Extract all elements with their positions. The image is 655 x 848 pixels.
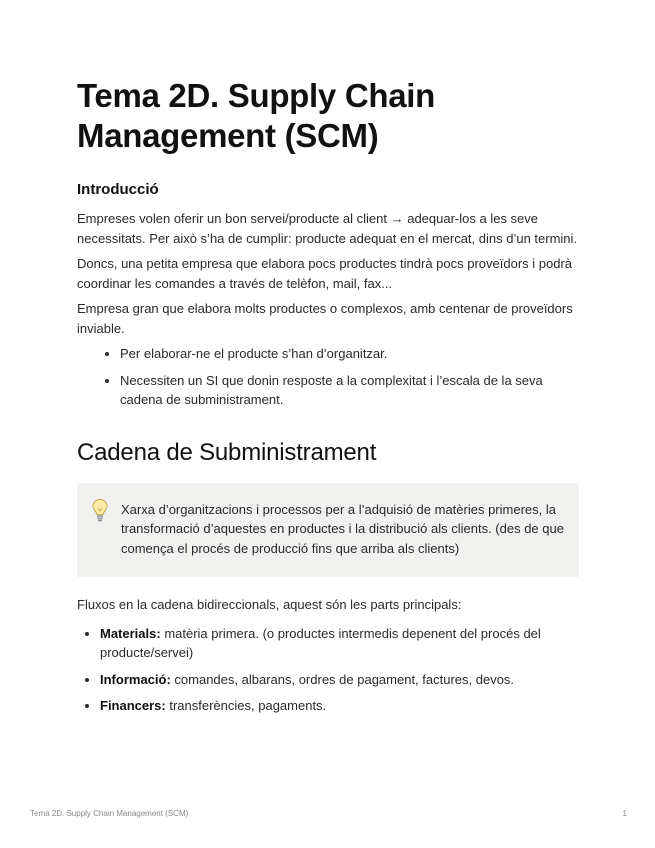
list-item-informacio bbox=[100, 670, 579, 690]
intro-paragraph-3: Empresa gran que elabora molts productes o complexos, amb centenar de proveïdors inviable. bbox=[77, 301, 573, 336]
list-item-materials bbox=[100, 624, 579, 663]
item-label: Financers: bbox=[100, 698, 166, 713]
footer-doc-title: Tema 2D. Supply Chain Management (SCM) bbox=[30, 809, 189, 818]
fluxos-list bbox=[77, 624, 579, 716]
item-label: Materials: bbox=[100, 625, 161, 641]
lightbulb-icon bbox=[91, 498, 109, 522]
intro-paragraph-1: Empreses volen oferir un bon servei/producte al client → adequar-los a les seve necessitats. Per això s’ha de cumplir: producte adequat en el mercat, dins d’un termini. bbox=[77, 211, 578, 246]
item-label: Informació: bbox=[100, 671, 171, 687]
intro-heading: Introducció bbox=[77, 181, 159, 198]
callout-text: Xarxa d’organitzacions i processos per a l’adquisió de matèries primeres, la transformació d’aquestes en productes i la distribució als clients. (des de que comença el procés de producció fins que arriba als clients) bbox=[121, 501, 564, 556]
list-item-financers bbox=[100, 696, 579, 716]
item-text: matèria primera. (o productes intermedis depenent del procés del producte/servei) bbox=[100, 625, 541, 660]
section-heading-cadena: Cadena de Subministrament bbox=[77, 438, 377, 466]
page-title: Tema 2D. Supply Chain Management (SCM) bbox=[77, 77, 435, 154]
item-text: transferències, pagaments. bbox=[165, 698, 327, 713]
page-content bbox=[77, 76, 579, 723]
list-item: • Necessiten un SI que donin resposte a la complexitat i l’escala de la seva cadena de subministrament. bbox=[120, 371, 579, 410]
definition-callout bbox=[77, 483, 579, 578]
intro-paragraph-2: Doncs, una petita empresa que elabora pocs productes tindrà pocs proveïdors i podrà coordinar les comandes a través de telèfon, mail, fax... bbox=[77, 256, 573, 291]
item-text: comandes, albarans, ordres de pagament, factures, devos. bbox=[170, 671, 515, 687]
footer-page-number: 1 bbox=[622, 809, 627, 818]
intro-bullet-list bbox=[77, 344, 579, 410]
fluxos-paragraph: Fluxos en la cadena bidireccionals, aquest són les parts principals: bbox=[77, 597, 462, 612]
list-item: • Per elaborar-ne el producte s’han d’organitzar. bbox=[120, 344, 579, 364]
